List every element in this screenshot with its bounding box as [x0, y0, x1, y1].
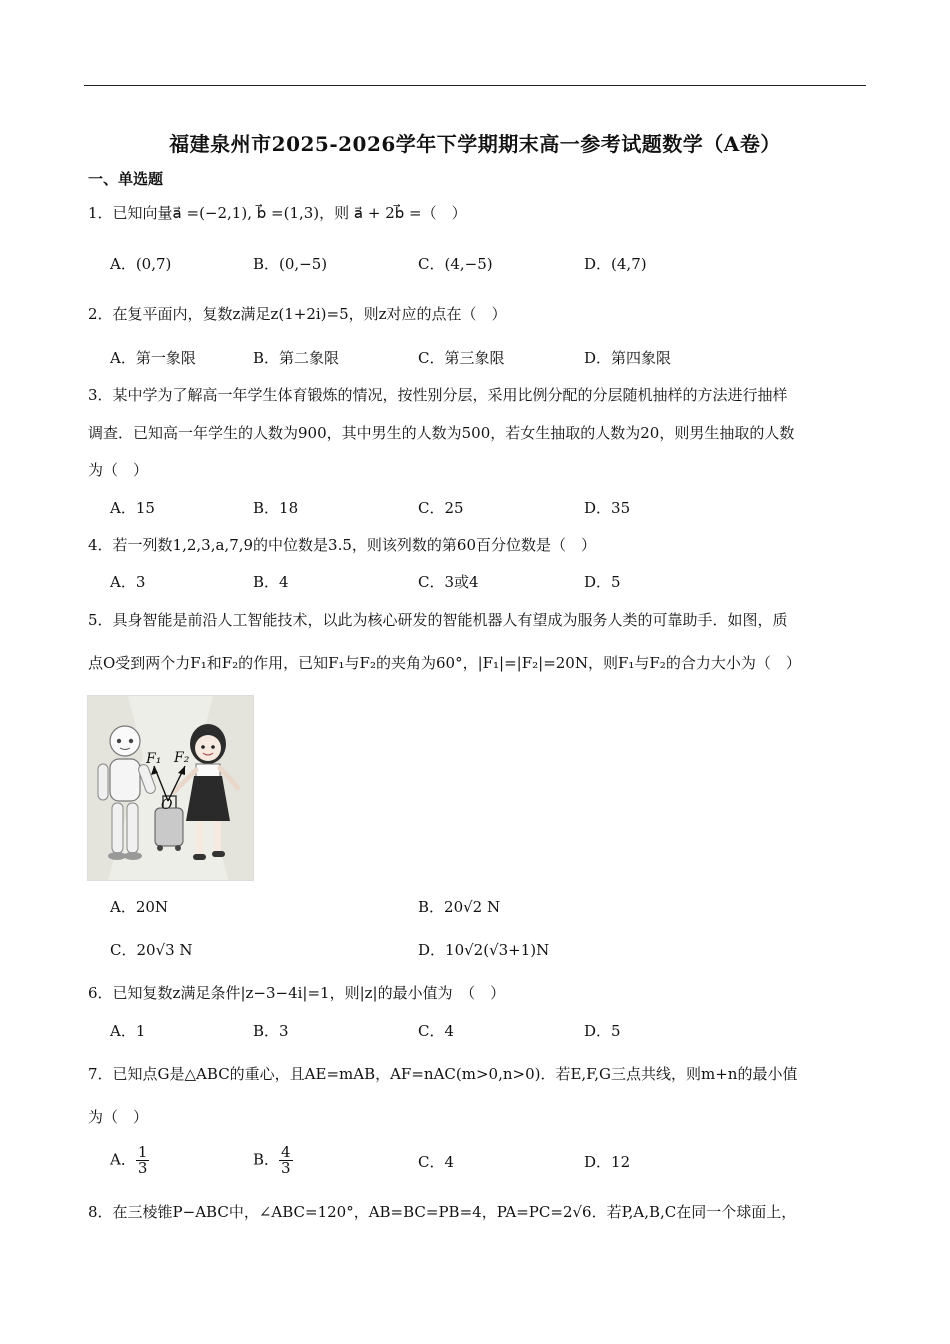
question-2-option-d: D．第四象限: [584, 349, 672, 367]
question-7-option-c: C．4: [418, 1153, 455, 1171]
question-2-option-a: A．第一象限: [110, 349, 196, 367]
header-rule: [84, 85, 866, 86]
fraction-denominator: 3: [137, 1159, 148, 1177]
question-4-option-b: B．4: [253, 573, 289, 591]
fraction-numerator: 4: [281, 1143, 291, 1161]
question-5-stem-line-2: 点O受到两个力F₁和F₂的作用，已知F₁与F₂的夹角为60°，|F₁|=|F₂|=20N，则F₁与F₂的合力大小为（ ）: [88, 654, 801, 672]
question-6-option-b: B．3: [253, 1022, 289, 1040]
question-6-option-a: A．1: [110, 1022, 146, 1040]
label-o: O: [161, 797, 173, 813]
question-3-stem-line-2: 调查．已知高一年学生的人数为900，其中男生的人数为500，若女生抽取的人数为20，则男生抽取的人数: [88, 424, 795, 442]
fraction-denominator: 3: [281, 1159, 291, 1177]
label-f1: F₁: [146, 751, 162, 767]
label-f2: F₂: [174, 750, 190, 766]
question-3-stem-line-1: 3．某中学为了解高一年学生体育锻炼的情况，按性别分层，采用比例分配的分层随机抽样的方法进行抽样: [88, 386, 788, 404]
question-6-stem: 6．已知复数z满足条件|z−3−4i|=1，则|z|的最小值为 （ ）: [88, 984, 506, 1002]
section-heading: 一、单选题: [88, 170, 164, 188]
question-7-stem-line-2: 为（ ）: [88, 1108, 149, 1126]
question-3-option-d: D．35: [584, 499, 631, 517]
fraction-one-third: [136, 1145, 150, 1176]
question-5-option-d: D．10√2(√3+1)N: [418, 941, 550, 959]
question-1-option-c: C．(4,−5): [418, 255, 493, 273]
question-7-stem-line-1: 7．已知点G是△ABC的重心，且AE=mAB，AF=nAC(m>0,n>0)．若E,F,G三点共线，则m+n的最小值: [88, 1065, 798, 1083]
question-5-option-b: B．20√2 N: [418, 898, 501, 916]
question-3-option-a: A．15: [110, 499, 155, 517]
question-1-stem: 1．已知向量a⃗ =(−2,1), b⃗ =(1,3)，则 a⃗ + 2b⃗ =（ ）: [88, 204, 467, 222]
question-1-option-b: B．(0,−5): [253, 255, 328, 273]
question-2-stem: 2．在复平面内，复数z满足z(1+2i)=5，则z对应的点在（ ）: [88, 305, 507, 323]
question-4-option-a: A．3: [110, 573, 146, 591]
question-4-option-d: D．5: [584, 573, 621, 591]
fraction-four-thirds: [279, 1145, 293, 1176]
question-1-option-d: D．(4,7): [584, 255, 647, 273]
question-7-option-b: [253, 1145, 293, 1176]
question-4-stem: 4．若一列数1,2,3,a,7,9的中位数是3.5，则该列数的第60百分位数是（ ）: [88, 536, 596, 554]
question-2-option-c: C．第三象限: [418, 349, 505, 367]
question-5-option-a: A．20N: [110, 898, 169, 916]
illustration-drawing: [88, 696, 253, 880]
question-7-option-d: D．12: [584, 1153, 631, 1171]
question-5-stem-line-1: 5．具身智能是前沿人工智能技术，以此为核心研发的智能机器人有望成为服务人类的可靠助手．如图，质: [88, 611, 788, 629]
question-4-option-c: C．3或4: [418, 573, 479, 591]
option-b-label: B．: [253, 1150, 280, 1169]
question-3-option-b: B．18: [253, 499, 299, 517]
page-title: 福建泉州市2025-2026学年下学期期末高一参考试题数学（A卷）: [169, 132, 781, 156]
robot-and-girl-illustration: [87, 695, 254, 881]
question-2-option-b: B．第二象限: [253, 349, 340, 367]
question-6-option-d: D．5: [584, 1022, 621, 1040]
question-3-option-c: C．25: [418, 499, 464, 517]
option-a-label: A．: [110, 1150, 136, 1169]
question-6-option-c: C．4: [418, 1022, 455, 1040]
question-1-option-a: A．(0,7): [110, 255, 172, 273]
question-5-option-c: C．20√3 N: [110, 941, 193, 959]
fraction-numerator: 1: [137, 1143, 148, 1161]
question-3-stem-line-3: 为（ ）: [88, 461, 149, 479]
question-8-stem: 8．在三棱锥P−ABC中，∠ABC=120°，AB=BC=PB=4，PA=PC=2√6．若P,A,B,C在同一个球面上，: [88, 1203, 797, 1221]
question-7-option-a: [110, 1145, 149, 1176]
